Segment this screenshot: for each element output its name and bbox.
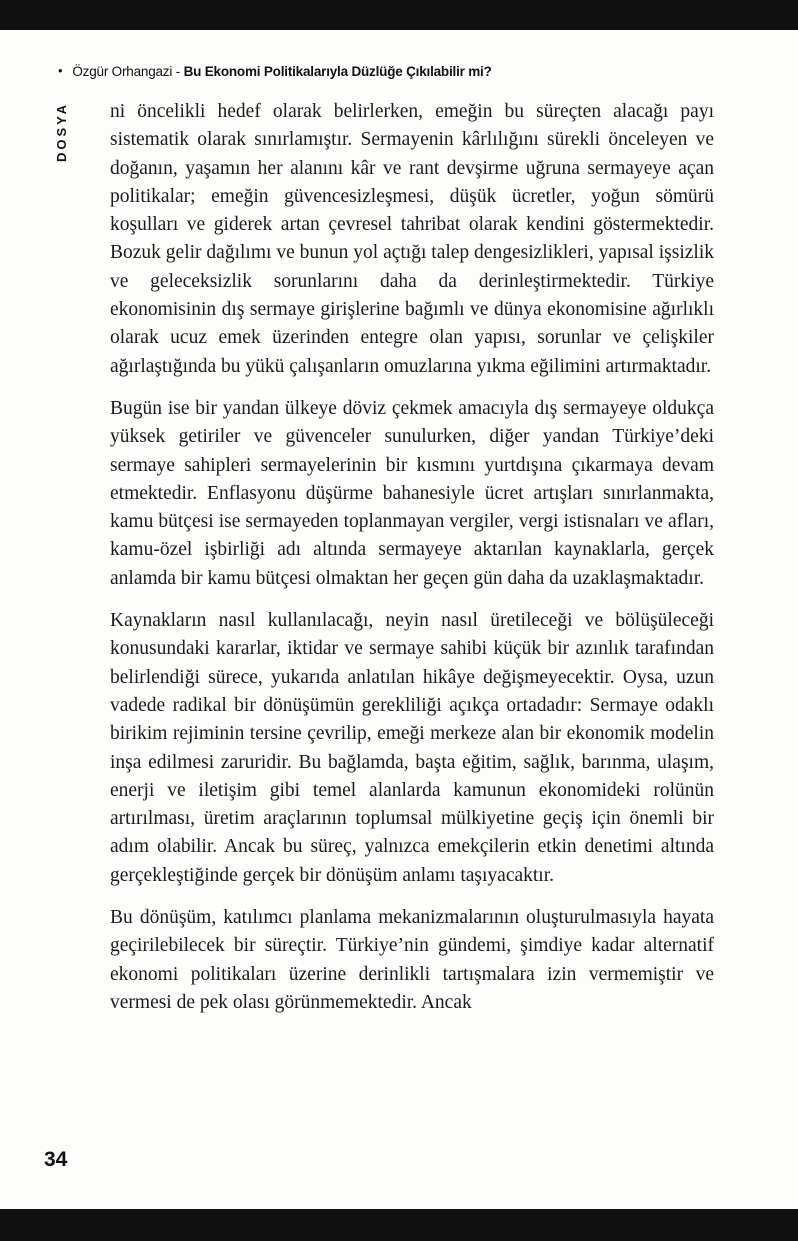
top-page-edge-bar <box>0 0 798 30</box>
body-paragraph-2: Bugün ise bir yandan ülkeye döviz çekmek amacıyla dış sermayeye oldukça yüksek getiriler ve güvenceler sunulurken, diğer yandan Türkiye’deki sermaye sahipleri sermayelerinin bir kısmını yurtdışına çıkarmaya devam etmektedir. Enflasyonu düşürme bahanesiyle ücret artışları sınırlanmakta, kamu bütçesi ise sermayeden toplanmayan vergiler, vergi istisnaları ve afları, kamu-özel işbirliği adı altında sermayeye aktarılan kaynaklarla, gerçek anlamda bir kamu bütçesi olmaktan her geçen gün daha da uzaklaşmaktadır. <box>110 397 714 589</box>
bullet-icon: • <box>58 63 63 78</box>
header-article-title: Bu Ekonomi Politikalarıyla Düzlüğe Çıkılabilir mi? <box>183 64 492 79</box>
section-label-vertical: DOSYA <box>54 101 69 162</box>
page-number: 34 <box>44 1148 68 1171</box>
body-paragraph-3: Kaynakların nasıl kullanılacağı, neyin nasıl üretileceği ve bölüşüleceği konusundaki kararlar, iktidar ve sermaye sahibi küçük bir azınlık tarafından belirlendiği sürece, yukarıda anlatılan hikâye değişmeyecektir. Oysa, uzun vadede radikal bir dönüşümün gerekliliği açıkça ortadadır: Sermaye odaklı birikim rejiminin tersine çevrilip, emeği merkeze alan bir ekonomik modelin inşa edilmesi zaruridir. Bu bağlamda, başta eğitim, sağlık, barınma, ulaşım, enerji ve iletişim gibi temel alanlarda kamunun ekonomideki rolünün artırılması, üretim araçlarının toplumsal mülkiyetine geçiş için önemli bir adım olabilir. Ancak bu süreç, yalnızca emekçilerin etkin denetimi altında gerçekleştiğinde gerçek bir dönüşüm anlamı taşıyacaktır. <box>110 610 714 886</box>
body-paragraph-4: Bu dönüşüm, katılımcı planlama mekanizmalarının oluşturulmasıyla hayata geçirilebilecek bir süreçtir. Türkiye’nin gündemi, şimdiye kadar alternatif ekonomi politikaları üzerine derinlikli tartışmalara izin vermemiştir ve vermesi de pek olası görünmemektedir. Ancak <box>110 907 714 1013</box>
header-author: Özgür Orhangazi - <box>72 64 184 79</box>
bottom-page-edge-bar <box>0 1209 798 1241</box>
article-body <box>110 98 714 1031</box>
body-paragraph-1: ni öncelikli hedef olarak belirlerken, emeğin bu süreçten alacağı payı sistematik olarak sınırlamıştır. Sermayenin kârlılığını sürekli önceleyen ve doğanın, yaşamın her alanını kâr ve rant devşirme uğruna sermayeye açan politikalar; emeğin güvencesizleşmesi, düşük ücretler, yoğun sömürü koşulları ve giderek artan çevresel tahribat olarak kendini göstermektedir. Bozuk gelir dağılımı ve bunun yol açtığı talep dengesizlikleri, yapısal işsizlik ve geleceksizlik sorunlarını daha da derinleştirmektedir. Türkiye ekonomisinin dış sermaye girişlerine bağımlı ve dünya ekonomisine ağırlıklı olarak ucuz emek üzerinden entegre olan yapısı, sorunlar ve çelişkiler ağırlaştığında bu yükü çalışanların omuzlarına yıkma eğilimini artırmaktadır. <box>110 101 714 377</box>
running-header <box>58 63 758 79</box>
